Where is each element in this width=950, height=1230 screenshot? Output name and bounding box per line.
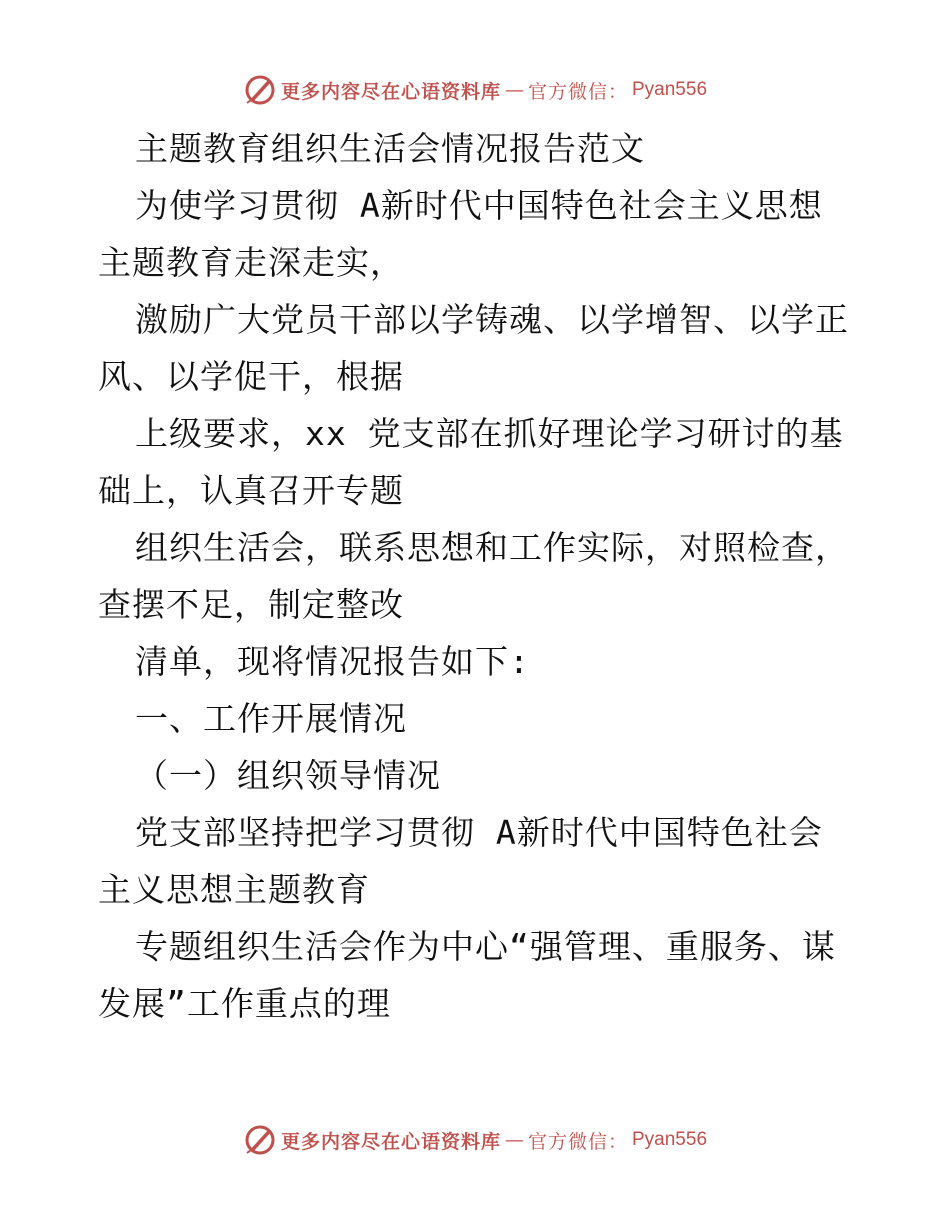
document-line: 清单，现将情况报告如下:: [135, 642, 530, 681]
document-line: 主题教育走深走实，: [98, 243, 404, 282]
banner-main-text: 更多内容尽在心语资料库: [280, 1130, 501, 1153]
document-line: 专题组织生活会作为中心“强管理、重服务、谋: [135, 927, 836, 966]
document-line: 础上，认真召开专题: [98, 471, 404, 510]
banner-dash: —: [504, 79, 524, 101]
document-line: （一）组织领导情况: [135, 756, 441, 795]
footer-banner: [0, 1120, 950, 1160]
document-line: 一、工作开展情况: [135, 699, 407, 738]
quill-pen-circle-icon: [243, 73, 277, 107]
document-line: 党支部坚持把学习贯彻 A新时代中国特色社会: [135, 813, 823, 852]
document-line: 查摆不足，制定整改: [98, 585, 404, 624]
document-line: 激励广大党员干部以学铸魂、以学增智、以学正: [135, 300, 849, 339]
document-line: 发展”工作重点的理: [98, 984, 391, 1023]
document-line: 主义思想主题教育: [98, 870, 370, 909]
document-line: 主题教育组织生活会情况报告范文: [135, 129, 645, 168]
document-line: 为使学习贯彻 A新时代中国特色社会主义思想: [135, 186, 823, 225]
banner-sub-text: 官方微信：: [527, 80, 628, 103]
banner-sub-text: 官方微信：: [527, 1130, 628, 1153]
document-body: [98, 120, 868, 1032]
banner-wechat-id: Pyan556: [632, 79, 708, 100]
banner-main-text: 更多内容尽在心语资料库: [280, 80, 501, 103]
document-line: 组织生活会，联系思想和工作实际，对照检查，: [135, 528, 849, 567]
document-line: 风、以学促干，根据: [98, 357, 404, 396]
banner-wechat-id: Pyan556: [632, 1129, 708, 1150]
quill-pen-circle-icon: [243, 1123, 277, 1157]
banner-dash: —: [504, 1129, 524, 1151]
header-banner: [0, 70, 950, 110]
document-line: 上级要求，xx 党支部在抓好理论学习研讨的基: [135, 414, 844, 453]
